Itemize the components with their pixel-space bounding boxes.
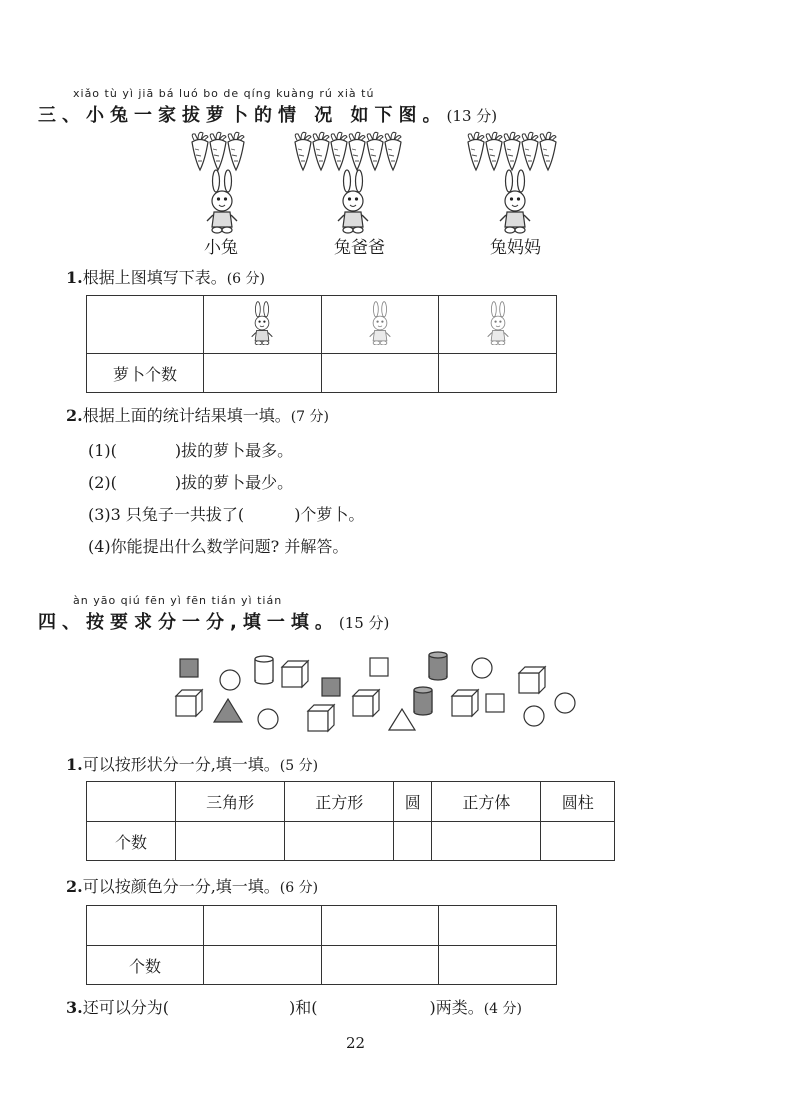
s3-question-1: 1.根据上图填写下表。(6 分) xyxy=(66,268,265,287)
rabbit-name-small: 小兔 xyxy=(204,238,238,258)
circle-icon xyxy=(555,693,575,713)
answer-cell[interactable] xyxy=(439,354,557,393)
table-corner-cell xyxy=(87,296,204,354)
cube-icon xyxy=(282,661,308,687)
circle-icon xyxy=(524,706,544,726)
s3-question-2: 2.根据上面的统计结果填一填。(7 分) xyxy=(66,406,329,425)
cube-icon xyxy=(452,690,478,716)
s4-shape-table xyxy=(86,781,615,861)
cube-icon xyxy=(353,690,379,716)
answer-cell[interactable] xyxy=(439,946,557,985)
table-header: 圆柱 xyxy=(541,782,615,822)
carrot-icon xyxy=(522,132,538,170)
carrot-group-small-rabbit xyxy=(192,132,244,170)
father-rabbit-icon xyxy=(365,301,395,345)
answer-cell[interactable] xyxy=(204,354,322,393)
carrot-icon xyxy=(504,132,520,170)
page-number: 22 xyxy=(346,1034,366,1052)
section3-title: 三、小兔一家拔萝卜的情 况 如下图。(13 分) xyxy=(38,105,498,126)
s3-q2-item-3: (3)3 只兔子一共拔了( )个萝卜。 xyxy=(88,505,365,524)
answer-cell[interactable] xyxy=(285,822,394,861)
table-header-father-rabbit xyxy=(321,296,439,354)
s4-question-3: 3.还可以分为( )和( )两类。(4 分) xyxy=(66,998,522,1017)
rabbit-name-mother: 兔妈妈 xyxy=(490,238,541,258)
s3-q2-item-2: (2)( )拔的萝卜最少。 xyxy=(88,473,294,492)
carrot-icon xyxy=(210,132,226,170)
circle-icon xyxy=(220,670,240,690)
gray-cylinder-icon xyxy=(414,687,432,715)
section4-title: 四、按要求分一分,填一填。(15 分) xyxy=(38,612,390,633)
carrot-icon xyxy=(295,132,311,170)
answer-cell[interactable] xyxy=(321,906,439,946)
square-icon xyxy=(370,658,388,676)
table-corner-cell xyxy=(87,782,176,822)
table-header-small-rabbit xyxy=(204,296,322,354)
gray-square-icon xyxy=(322,678,340,696)
small-rabbit-icon xyxy=(247,301,277,345)
answer-cell[interactable] xyxy=(176,822,285,861)
section4-pinyin: àn yāo qiú fēn yì fēn tián yì tián xyxy=(73,594,283,607)
s4-question-1: 1.可以按形状分一分,填一填。(5 分) xyxy=(66,755,319,774)
gray-square-icon xyxy=(180,659,198,677)
triangle-icon xyxy=(389,709,415,730)
carrot-icon xyxy=(367,132,383,170)
section3-pinyin: xiǎo tù yì jiā bá luó bo de qíng kuàng rú xià tú xyxy=(73,87,375,100)
table-header: 三角形 xyxy=(176,782,285,822)
answer-cell[interactable] xyxy=(439,906,557,946)
answer-cell[interactable] xyxy=(321,946,439,985)
circle-icon xyxy=(472,658,492,678)
table-header: 圆 xyxy=(394,782,432,822)
gray-cylinder-icon xyxy=(429,652,447,680)
s3-rabbit-table xyxy=(86,295,557,393)
cube-icon xyxy=(308,705,334,731)
gray-triangle-icon xyxy=(214,699,242,722)
small-rabbit-icon xyxy=(207,170,237,233)
s4-color-table xyxy=(86,905,557,985)
table-header: 正方形 xyxy=(285,782,394,822)
table-corner-cell xyxy=(87,906,204,946)
carrot-icon xyxy=(540,132,556,170)
s3-q2-item-1: (1)( )拔的萝卜最多。 xyxy=(88,441,294,460)
carrot-icon xyxy=(486,132,502,170)
cylinder-icon xyxy=(255,656,273,684)
cube-icon xyxy=(176,690,202,716)
cube-icon xyxy=(519,667,545,693)
answer-cell[interactable] xyxy=(321,354,439,393)
carrot-icon xyxy=(331,132,347,170)
s4-question-2: 2.可以按颜色分一分,填一填。(6 分) xyxy=(66,877,319,896)
carrot-icon xyxy=(468,132,484,170)
carrot-icon xyxy=(313,132,329,170)
mother-rabbit-icon xyxy=(483,301,513,345)
rabbit-name-father: 兔爸爸 xyxy=(334,238,385,258)
answer-cell[interactable] xyxy=(394,822,432,861)
circle-icon xyxy=(258,709,278,729)
answer-cell[interactable] xyxy=(432,822,541,861)
carrot-group-father-rabbit xyxy=(295,132,401,170)
answer-cell[interactable] xyxy=(541,822,615,861)
table-row-label: 个数 xyxy=(87,946,204,985)
rabbit-carrot-picture xyxy=(180,128,580,238)
answer-cell[interactable] xyxy=(204,946,322,985)
table-header-mother-rabbit xyxy=(439,296,557,354)
square-icon xyxy=(486,694,504,712)
table-header: 正方体 xyxy=(432,782,541,822)
shapes-picture xyxy=(170,645,590,735)
carrot-icon xyxy=(385,132,401,170)
carrot-icon xyxy=(228,132,244,170)
carrot-icon xyxy=(349,132,365,170)
table-row-label: 个数 xyxy=(87,822,176,861)
carrot-group-mother-rabbit xyxy=(468,132,556,170)
s3-q2-item-4: (4)你能提出什么数学问题? 并解答。 xyxy=(88,537,349,556)
mother-rabbit-icon xyxy=(500,170,530,233)
carrot-icon xyxy=(192,132,208,170)
table-row-label: 萝卜个数 xyxy=(87,354,204,393)
answer-cell[interactable] xyxy=(204,906,322,946)
father-rabbit-icon xyxy=(338,170,368,233)
